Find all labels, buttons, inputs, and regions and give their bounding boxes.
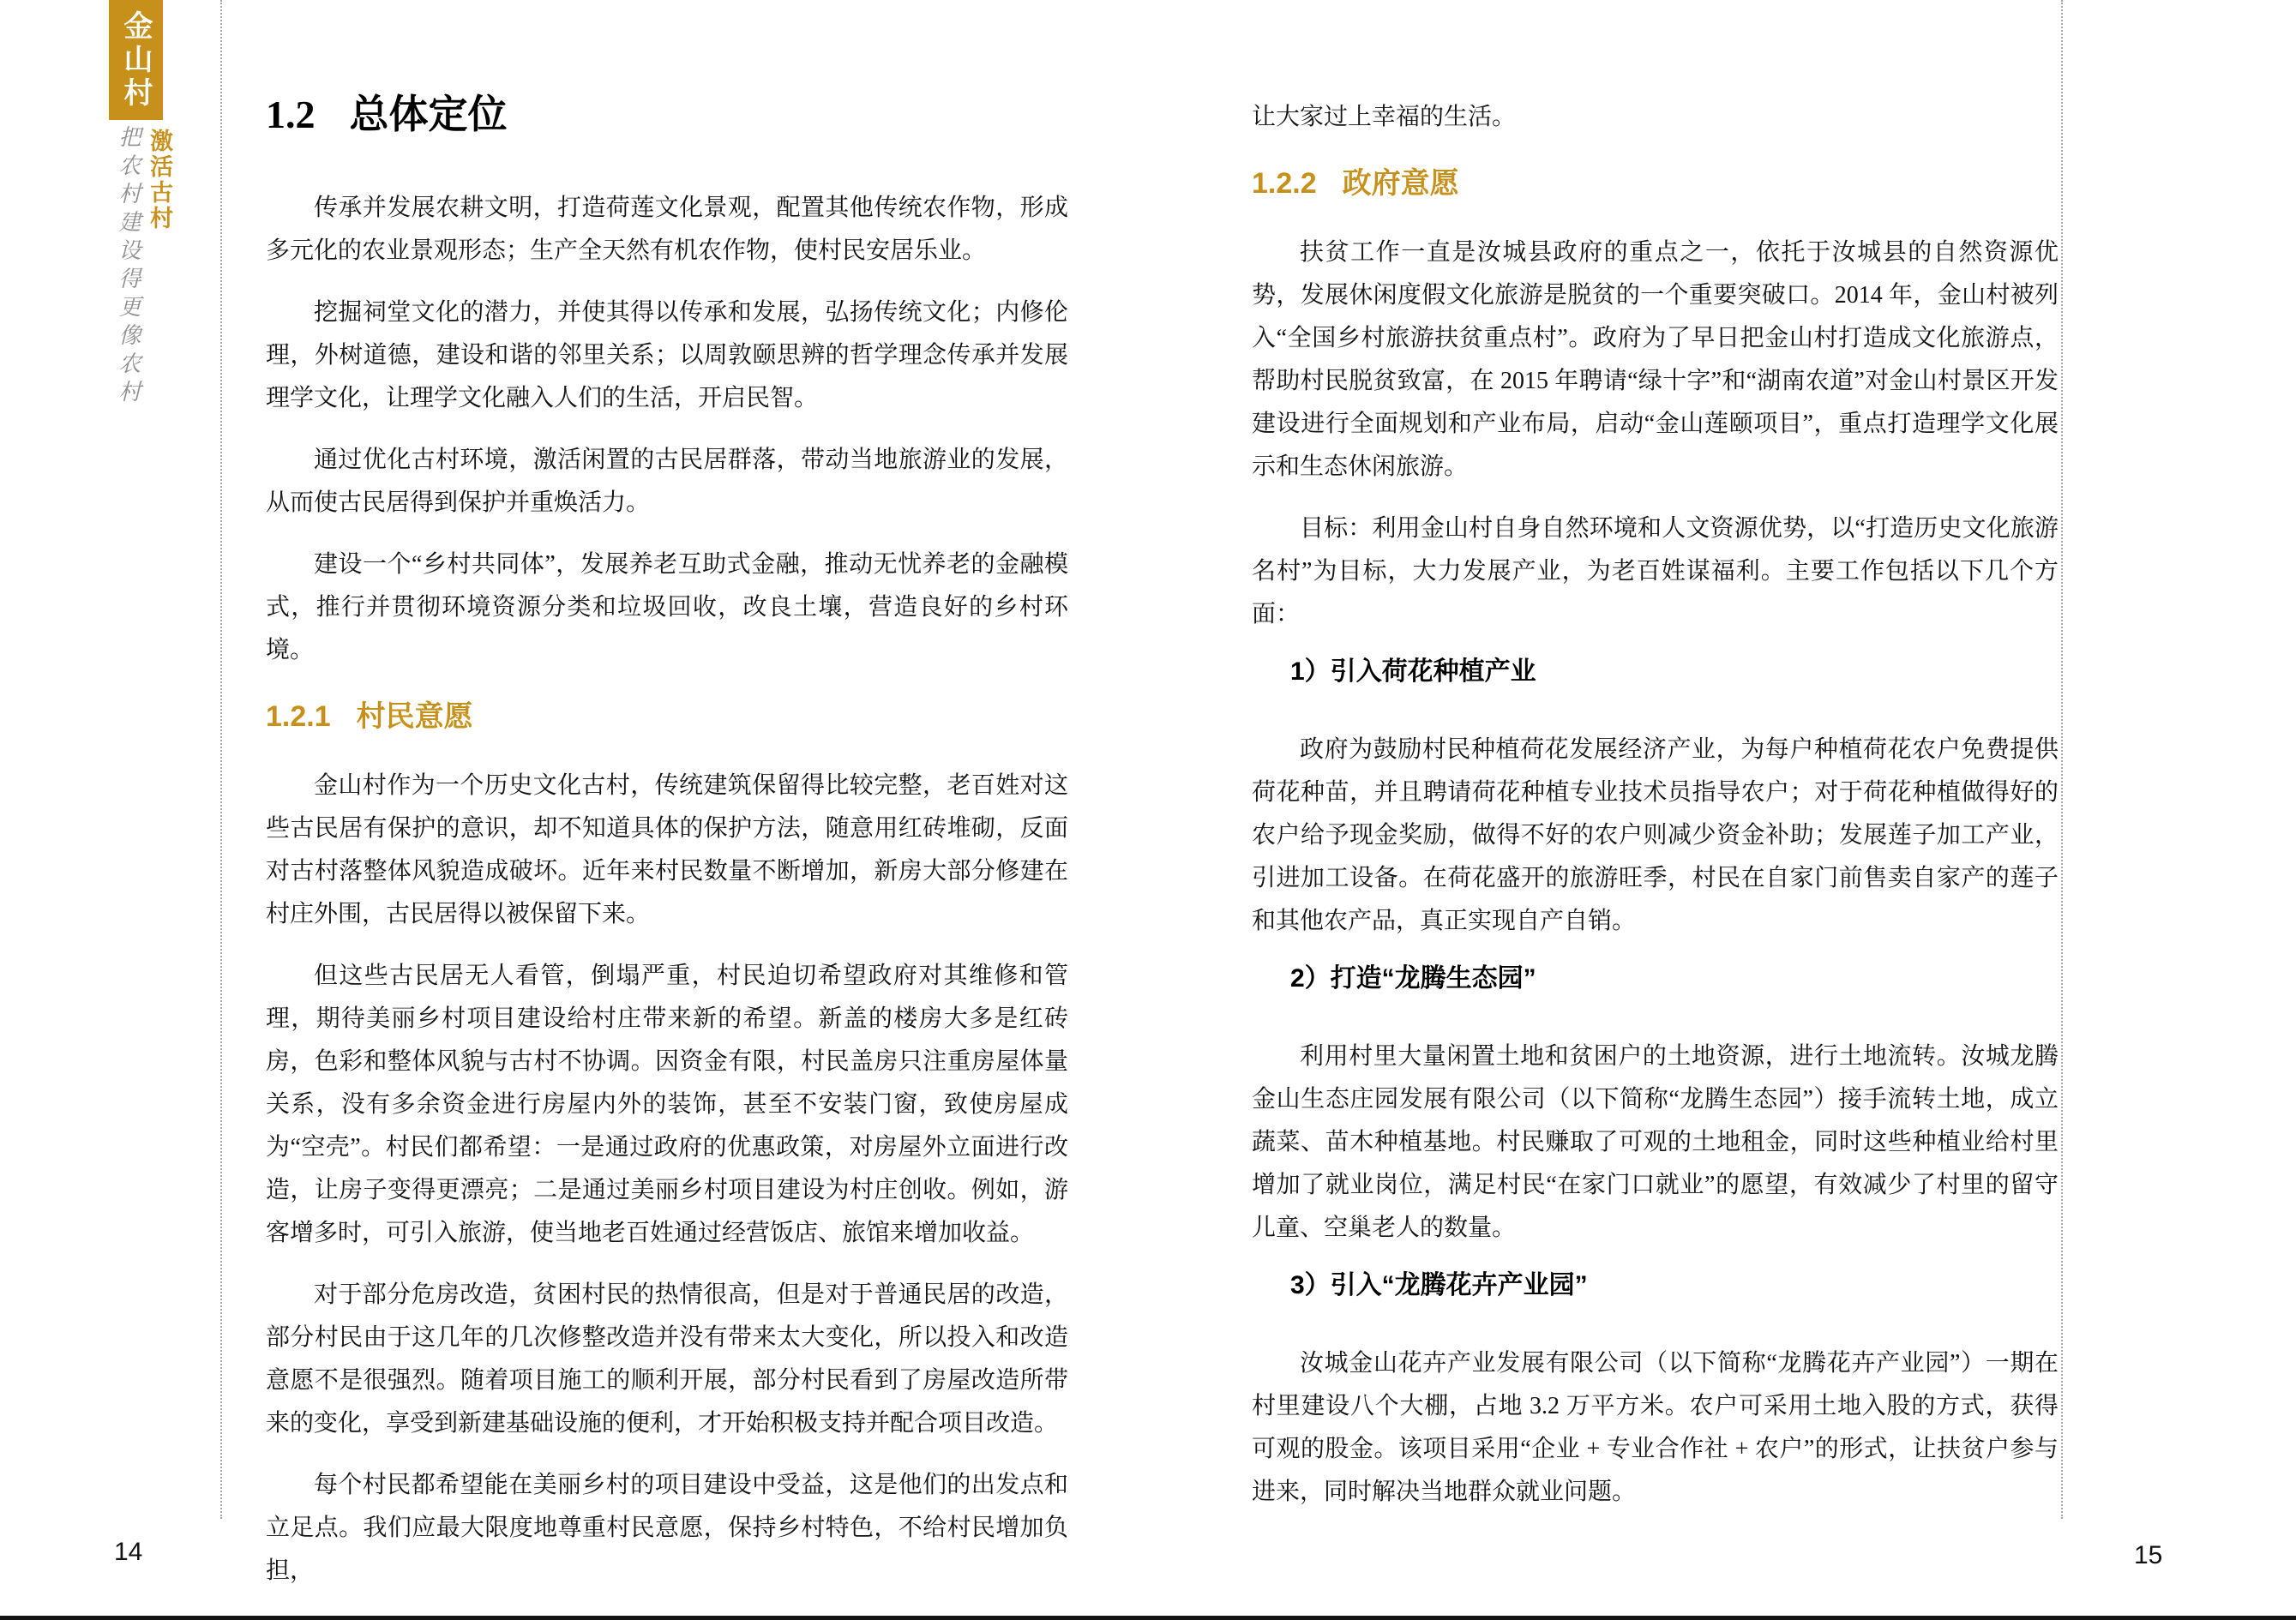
paragraph: 汝城金山花卉产业发展有限公司（以下简称“龙腾花卉产业园”）一期在村里建设八个大棚，占地 3.2 万平方米。农户可采用土地入股的方式，获得可观的股金。该项目采用“企业 + 专业合作社 + 农户”的形式，让扶贫户参与进来，同时解决当地群众就业问题。 xyxy=(1252,1350,2059,1505)
brand-box xyxy=(109,0,163,120)
sidebar-slogan-gray: 把农村建设得更像农村 xyxy=(116,125,141,408)
right-page-column xyxy=(1252,0,2059,1533)
paragraph: 目标：利用金山村自身自然环境和人文资源优势，以“打造历史文化旅游名村”为目标，大力发展产业，为老百姓谋福利。主要工作包括以下几个方面： xyxy=(1252,515,2059,627)
page-number-left: 14 xyxy=(114,1538,143,1566)
paragraph: 挖掘祠堂文化的潜力，并使其得以传承和发展，弘扬传统文化；内修伦理，外树道德，建设和谐的邻里关系；以周敦颐思辨的哲学理念传承并发展理学文化，让理学文化融入人们的生活，开启民智。 xyxy=(266,299,1068,411)
heading-number: 1.2 xyxy=(266,93,316,136)
item-heading-1: 1）引入荷花种植产业 xyxy=(1290,657,1536,686)
heading-number: 1.2.2 xyxy=(1252,167,1317,200)
paragraph: 利用村里大量闲置土地和贫困户的土地资源，进行土地流转。汝城龙腾金山生态庄园发展有限公司（以下简称“龙腾生态园”）接手流转土地，成立蔬菜、苗木种植基地。村民赚取了可观的土地租金，同时这些种植业给村里增加了就业岗位，满足村民“在家门口就业”的愿望，有效减少了村里的留守儿童、空巢老人的数量。 xyxy=(1252,1043,2059,1241)
paragraph: 通过优化古村环境，激活闲置的古民居群落，带动当地旅游业的发展，从而使古民居得到保护并重焕活力。 xyxy=(266,447,1068,516)
brand-title: 金山村 xyxy=(119,9,152,111)
page-number-right: 15 xyxy=(2134,1541,2163,1569)
item-heading-3: 3）引入“龙腾花卉产业园” xyxy=(1290,1271,1588,1299)
paragraph: 扶贫工作一直是汝城县政府的重点之一，依托于汝城县的自然资源优势，发展休闲度假文化旅游是脱贫的一个重要突破口。2014 年，金山村被列入“全国乡村旅游扶贫重点村”。政府为了早日把金山村打造成文化旅游点，帮助村民脱贫致富，在 2015 年聘请“绿十字”和“湖南农道”对金山村景区开发建设进行全面规划和产业布局，启动“金山莲颐项目”，重点打造理学文化展示和生态休闲旅游。 xyxy=(1252,239,2059,480)
paragraph: 每个村民都希望能在美丽乡村的项目建设中受益，这是他们的出发点和立足点。我们应最大限度地尊重村民意愿，保持乡村特色，不给村民增加负担， xyxy=(266,1472,1068,1584)
paragraph: 传承并发展农耕文明，打造荷莲文化景观，配置其他传统农作物，形成多元化的农业景观形态；生产全天然有机农作物，使村民安居乐业。 xyxy=(266,195,1068,264)
left-page-divider xyxy=(220,0,222,1519)
sidebar-slogan-gold: 激活古村 xyxy=(147,129,172,231)
subsection-heading-1-2-2 xyxy=(1252,163,2059,204)
heading-title: 总体定位 xyxy=(349,93,508,136)
paragraph: 政府为鼓励村民种植荷花发展经济产业，为每户种植荷花农户免费提供荷花种苗，并且聘请荷花种植专业技术员指导农户；对于荷花种植做得好的农户给予现金奖励，做得不好的农户则减少资金补助；发展莲子加工产业，引进加工设备。在荷花盛开的旅游旺季，村民在自家门前售卖自家产的莲子和其他农产品，真正实现自产自销。 xyxy=(1252,736,2059,934)
subsection-heading-1-2-1 xyxy=(266,696,1068,737)
heading-title: 村民意愿 xyxy=(356,700,473,733)
paragraph: 但这些古民居无人看管，倒塌严重，村民迫切希望政府对其维修和管理，期待美丽乡村项目建设给村庄带来新的希望。新盖的楼房大多是红砖房，色彩和整体风貌与古村不协调。因资金有限，村民盖房只注重房屋体量关系，没有多余资金进行房屋内外的装饰，甚至不安装门窗，致使房屋成为“空壳”。村民们都希望：一是通过政府的优惠政策，对房屋外立面进行改造，让房子变得更漂亮；二是通过美丽乡村项目建设为村庄创收。例如，游客增多时，可引入旅游，使当地老百姓通过经营饭店、旅馆来增加收益。 xyxy=(266,963,1068,1246)
continuation-paragraph: 让大家过上幸福的生活。 xyxy=(1252,104,1517,130)
left-page-column xyxy=(266,0,1068,1611)
paragraph: 建设一个“乡村共同体”，发展养老互助式金融，推动无忧养老的金融模式，推行并贯彻环境资源分类和垃圾回收，改良土壤，营造良好的乡村环境。 xyxy=(266,551,1068,663)
heading-title: 政府意愿 xyxy=(1342,167,1459,200)
paragraph: 对于部分危房改造，贫困村民的热情很高，但是对于普通民居的改造，部分村民由于这几年的几次修整改造并没有带来太大变化，所以投入和改造意愿不是很强烈。随着项目施工的顺利开展，部分村民看到了房屋改造所带来的变化，享受到新建基础设施的便利，才开始积极支持并配合项目改造。 xyxy=(266,1281,1068,1437)
heading-number: 1.2.1 xyxy=(266,700,331,733)
bottom-edge-bar xyxy=(0,1616,2296,1620)
item-heading-2: 2）打造“龙腾生态园” xyxy=(1290,964,1536,993)
right-page-divider xyxy=(2061,0,2063,1519)
section-heading-1-2 xyxy=(266,93,1068,137)
paragraph: 金山村作为一个历史文化古村，传统建筑保留得比较完整，老百姓对这些古民居有保护的意识，却不知道具体的保护方法，随意用红砖堆砌，反面对古村落整体风貌造成破坏。近年来村民数量不断增加，新房大部分修建在村庄外围，古民居得以被保留下来。 xyxy=(266,772,1068,927)
